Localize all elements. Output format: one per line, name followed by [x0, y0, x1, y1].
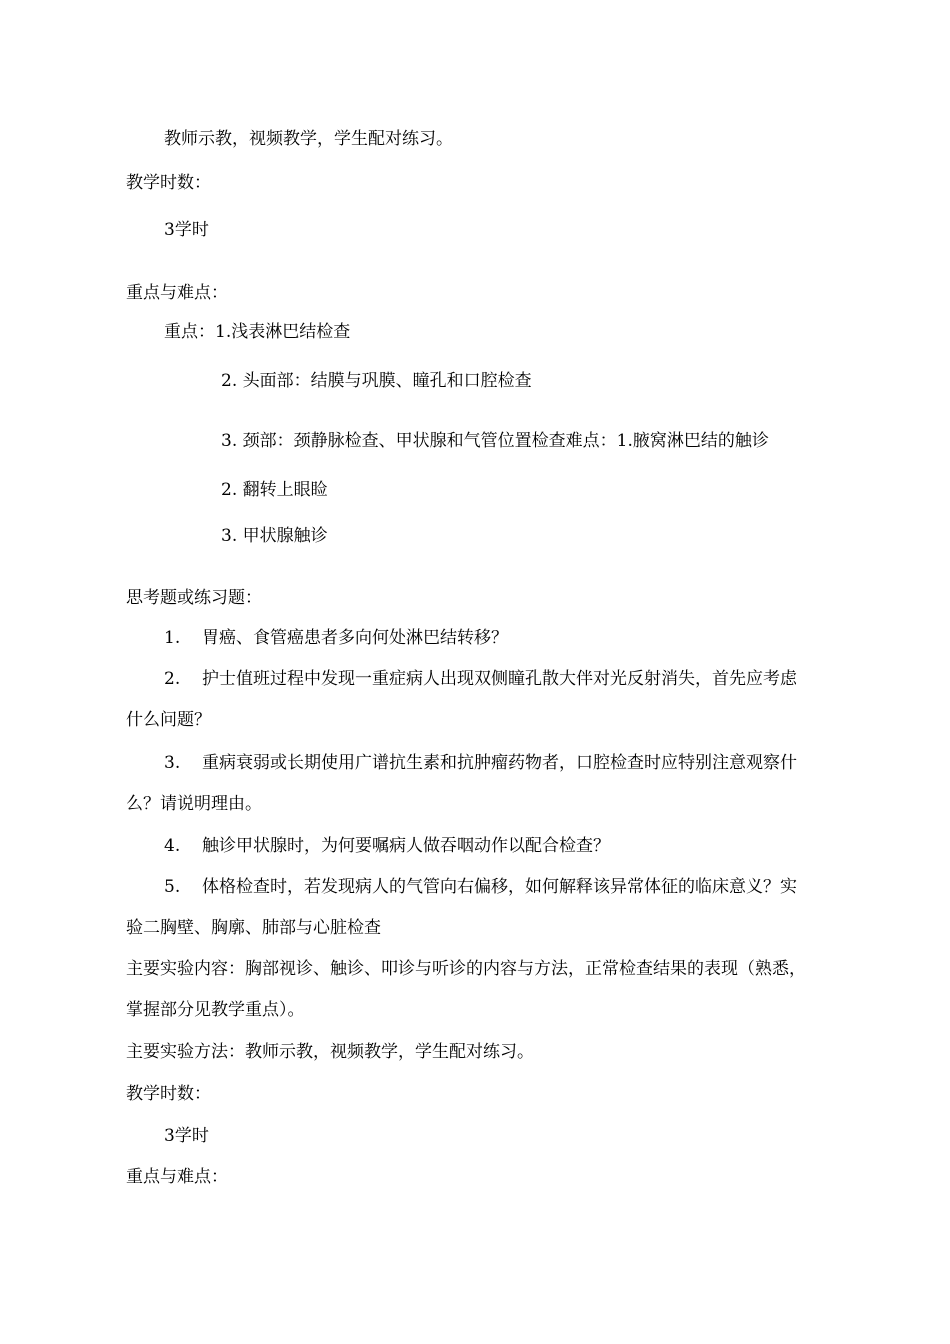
question-text: 胃癌、食管癌患者多向何处淋巴结转移？: [202, 628, 508, 648]
question-text: 护士值班过程中发现一重症病人出现双侧瞳孔散大伴对光反射消失，首先应考虑: [202, 669, 797, 689]
teaching-hours-heading-2: 教学时数：: [126, 1084, 211, 1104]
question-text: 触诊甲状腺时，为何要嘱病人做吞咽动作以配合检查？: [202, 836, 610, 856]
question-3: [164, 752, 797, 774]
question-number: 2.: [164, 669, 181, 689]
teaching-hours-heading: 教学时数：: [126, 173, 211, 193]
teaching-hours-value: 3学时: [164, 220, 209, 240]
teaching-hours-value-2: 3学时: [164, 1126, 209, 1146]
question-1: [164, 627, 508, 649]
key-points-heading: 重点与难点：: [126, 283, 228, 303]
question-5: [164, 876, 797, 898]
question-number: 5.: [164, 877, 181, 897]
experiment-method: 主要实验方法：教师示教，视频教学，学生配对练习。: [126, 1042, 534, 1062]
question-text: 体格检查时，若发现病人的气管向右偏移，如何解释该异常体征的临床意义？实: [202, 877, 797, 897]
experiment-content-continued: 掌握部分见教学重点）。: [126, 1000, 305, 1020]
question-number: 3.: [164, 753, 181, 773]
difficulty-2: 2. 翻转上眼睑: [221, 480, 328, 500]
key-point-2: 2. 头面部：结膜与巩膜、瞳孔和口腔检查: [221, 371, 532, 391]
question-number: 4.: [164, 836, 181, 856]
teaching-method-text: 教师示教，视频教学，学生配对练习。: [164, 129, 453, 149]
question-2: [164, 668, 797, 690]
question-2-continued: 什么问题？: [126, 710, 211, 730]
experiment-content: 主要实验内容：胸部视诊、触诊、叩诊与听诊的内容与方法，正常检查结果的表现（熟悉，: [126, 959, 806, 979]
difficulty-3: 3. 甲状腺触诊: [221, 526, 328, 546]
question-5-continued: 验二胸壁、胸廓、肺部与心脏检查: [126, 918, 381, 938]
exercises-heading: 思考题或练习题：: [126, 588, 262, 608]
question-text: 重病衰弱或长期使用广谱抗生素和抗肿瘤药物者，口腔检查时应特别注意观察什: [202, 753, 797, 773]
question-4: [164, 835, 610, 857]
key-point-3-difficulty-1: 3. 颈部：颈静脉检查、甲状腺和气管位置检查难点：1.腋窝淋巴结的触诊: [221, 431, 769, 451]
question-number: 1.: [164, 628, 181, 648]
key-point-1: 重点：1.浅表淋巴结检查: [164, 322, 351, 342]
key-points-heading-2: 重点与难点：: [126, 1167, 228, 1187]
question-3-continued: 么？请说明理由。: [126, 794, 262, 814]
